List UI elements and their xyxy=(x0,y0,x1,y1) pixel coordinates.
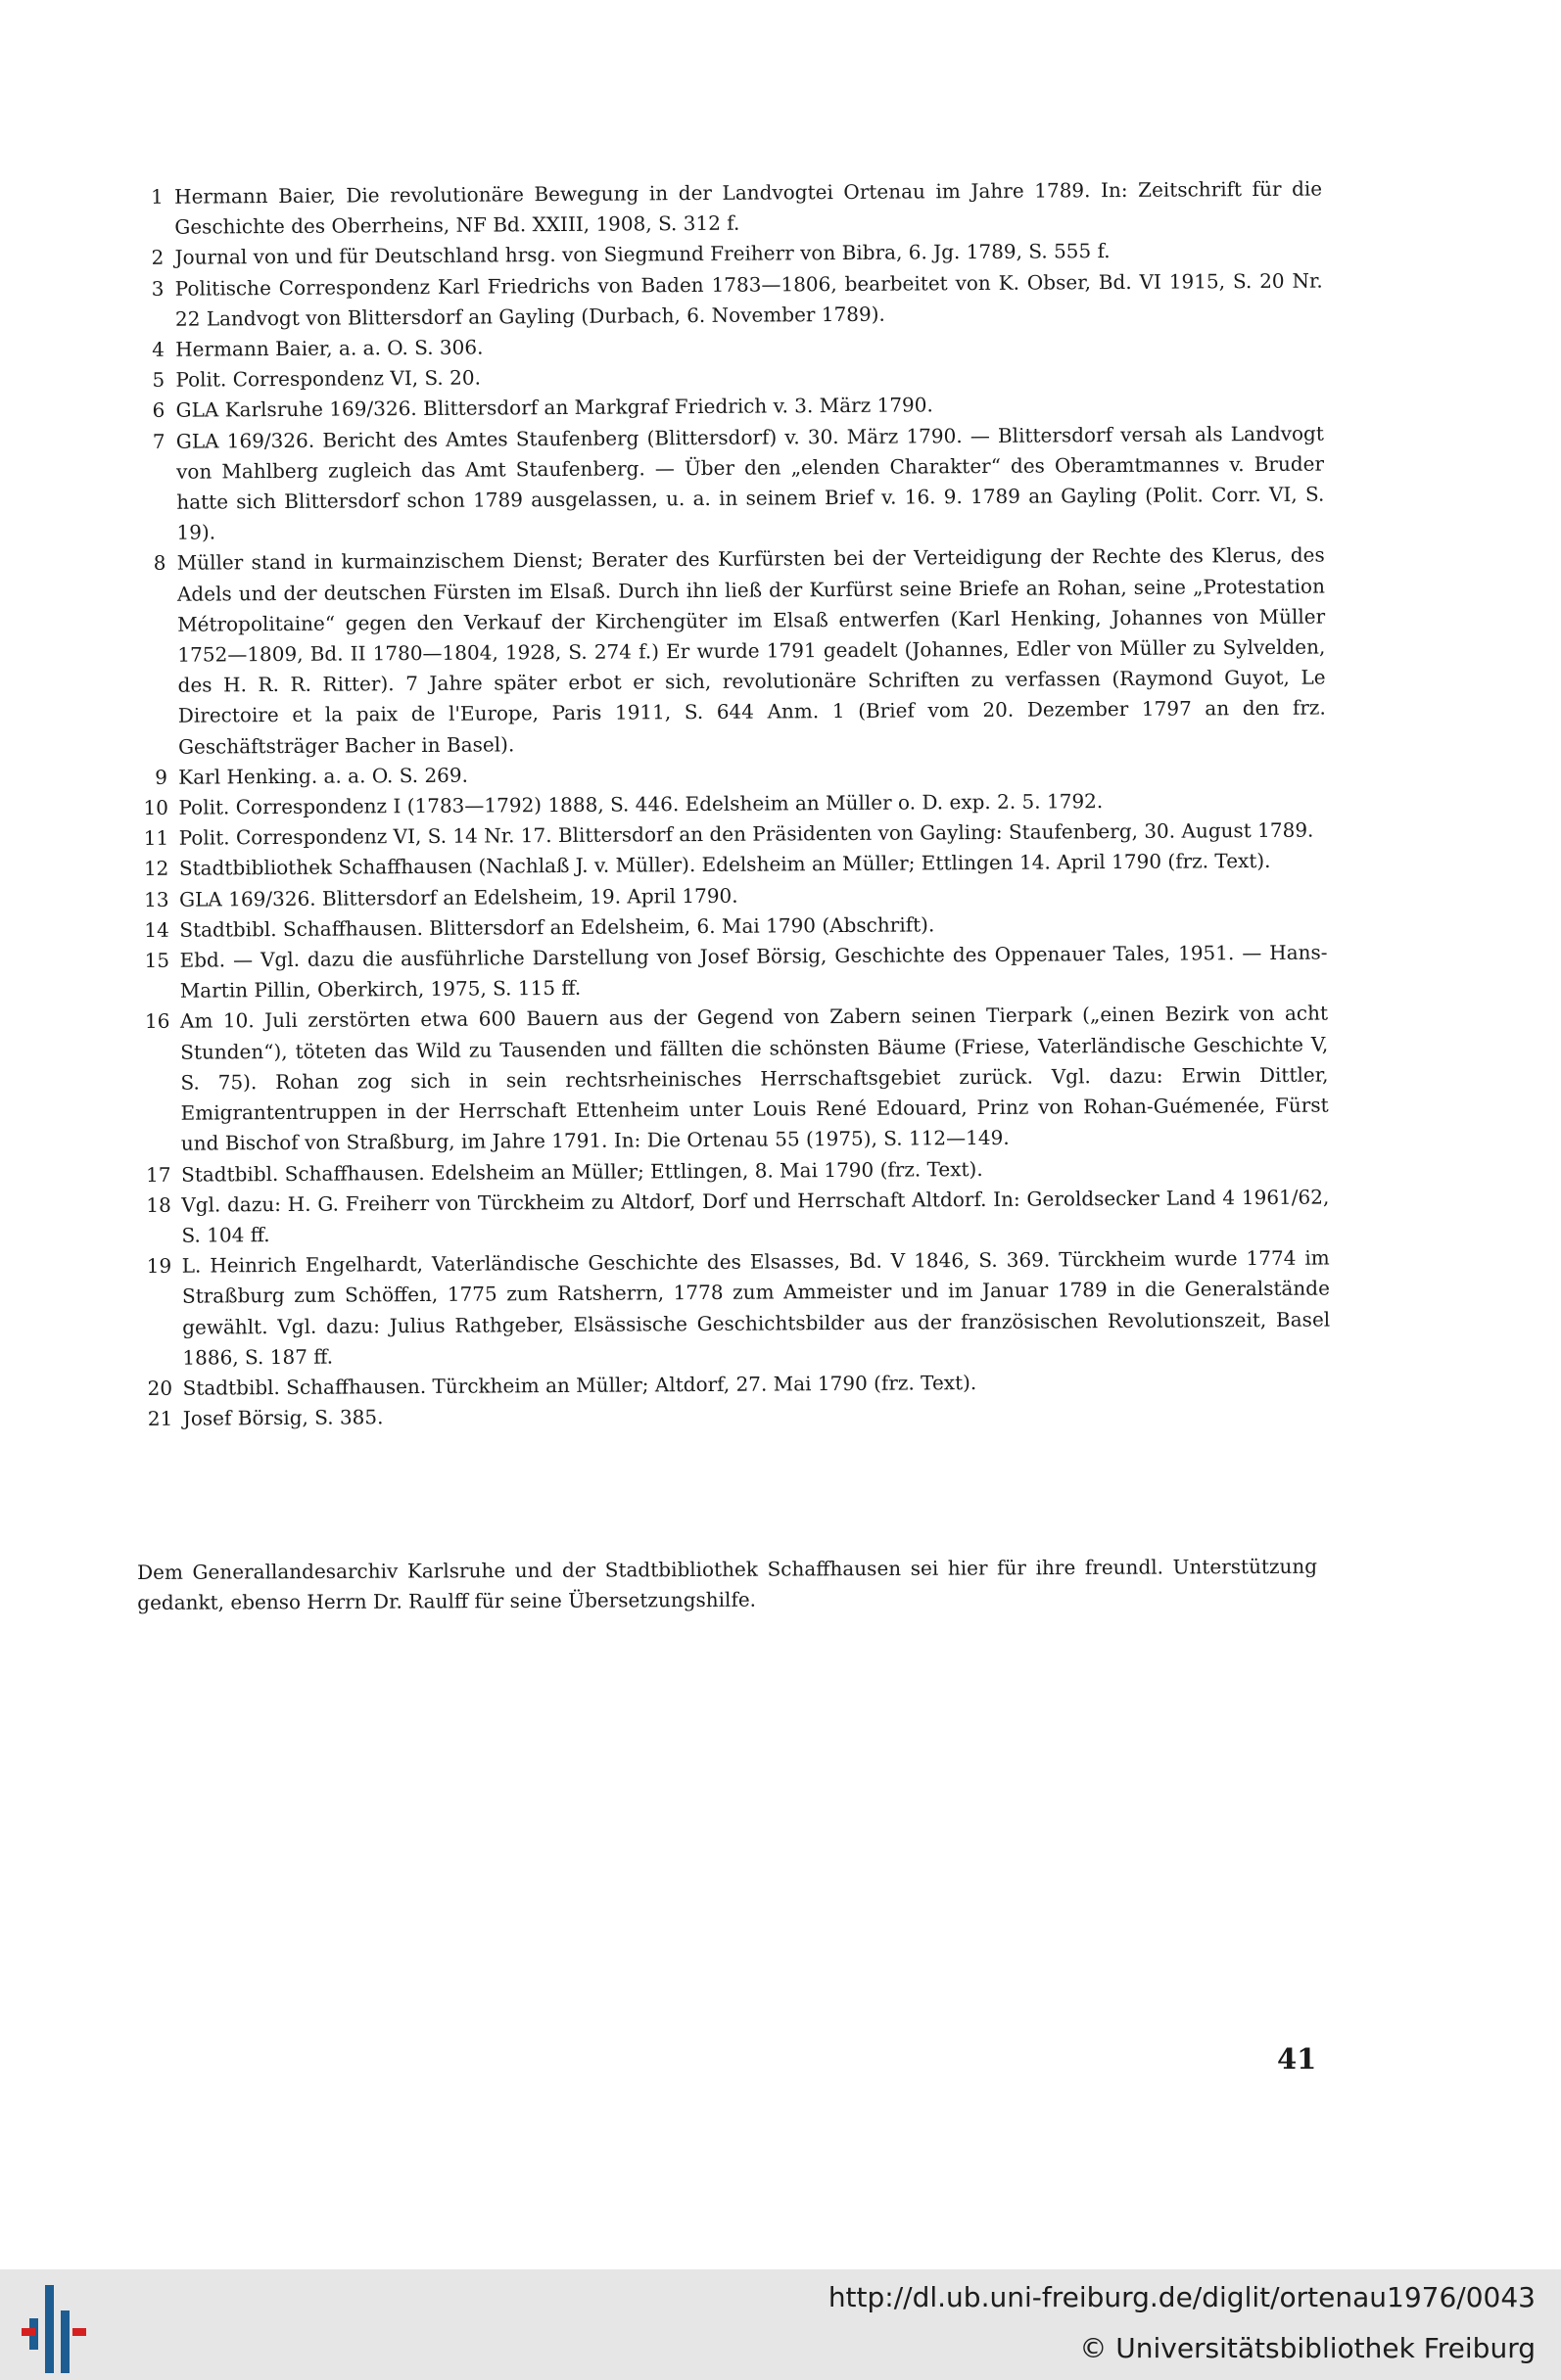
footnote-number: 8 xyxy=(153,551,166,576)
footnote-number: 1 xyxy=(151,184,164,209)
footnote-number: 18 xyxy=(146,1192,171,1217)
footnote-text: Stadtbibl. Schaffhausen. Türckheim an Müller; Altdorf, 27. Mai 1790 (frz. Text). xyxy=(182,1370,977,1400)
footnote xyxy=(142,938,1327,1007)
footnote-number: 14 xyxy=(144,917,169,942)
footnote-text: Hermann Baier, a. a. O. S. 306. xyxy=(175,335,484,361)
footnote-number: 3 xyxy=(151,276,165,301)
acknowledgement: Dem Generallandesarchiv Karlsruhe und der Stadtbibliothek Schaffhausen sei hier für ihre freundl. Unterstützung gedankt, ebenso Herrn Dr. Raulff für seine Übersetzungshilfe. xyxy=(137,1554,1318,1614)
page-number: 41 xyxy=(1277,2042,1317,2076)
footnote-text: Stadtbibl. Schaffhausen. Blittersdorf an Edelsheim, 6. Mai 1790 (Abschrift). xyxy=(179,912,935,942)
footnote-number: 12 xyxy=(143,857,169,881)
footnote-text: Polit. Correspondenz I (1783—1792) 1888, S. 446. Edelsheim an Müller o. D. exp. 2. 5. 1792. xyxy=(178,789,1104,819)
footnote xyxy=(145,1243,1331,1374)
footnote-number: 9 xyxy=(155,765,168,789)
footnote-number: 15 xyxy=(144,948,170,973)
footnote-text: Am 10. Juli zerstörten etwa 600 Bauern aus der Gegend von Zabern seinen Tierpark („einen Bezirk von acht Stunden“), töteten das Wild zu Tausenden und fällten die schönsten Bäume (Friese, Vaterländische Geschichte V, S. 75). Rohan zog sich in sein rechtsrheinisches Herrschaftsgebiet zurück. Vgl. dazu: Erwin Dittler, Emigrantentruppen in der Herrschaft Ettenheim unter Louis René Edouard, Prinz von Rohan-Guémenée, Fürst und Bischof von Straßburg, im Jahre 1791. In: Die Ortenau 55 (1975), S. 112—149. xyxy=(179,1002,1329,1156)
footnote xyxy=(139,418,1325,548)
ub-freiburg-logo-icon xyxy=(22,2285,100,2373)
viewer-footer xyxy=(0,2269,1561,2380)
footnote-number: 17 xyxy=(145,1162,171,1187)
footnote xyxy=(140,540,1326,763)
footnote-text: Karl Henking. a. a. O. S. 269. xyxy=(178,763,469,789)
footnote-number: 19 xyxy=(146,1253,172,1279)
footnote xyxy=(144,1182,1329,1251)
footnote-text: Stadtbibliothek Schaffhausen (Nachlaß J. v. Müller). Edelsheim an Müller; Ettlingen 14. April 1790 (frz. Text). xyxy=(178,849,1271,881)
footnote-text: GLA Karlsruhe 169/326. Blittersdorf an Markgraf Friedrich v. 3. März 1790. xyxy=(175,393,933,423)
footnote-number: 16 xyxy=(144,1009,170,1034)
footnote-text: Journal von und für Deutschland hrsg. von Siegmund Freiherr von Bibra, 6. Jg. 1789, S. 555 f. xyxy=(174,239,1111,270)
footnote-text: Müller stand in kurmainzischem Dienst; Berater des Kurfürsten bei der Verteidigung der Rechte des Klerus, des Adels und der deutschen Fürsten im Elsaß. Durch ihn ließ der Kurfürst seine Briefe an Rohan, seine „Protestation Métropolitaine“ gegen den Verkauf der Kirchengüter im Elsaß entwerfen (Karl Henking, Johannes von Müller 1752—1809, Bd. II 1780—1804, 1928, S. 274 f.) Er wurde 1791 geadelt (Johannes, Edler von Müller zu Sylvelden, des H. R. R. Ritter). 7 Jahre später erbot er sich, revolutionäre Schriften zu verfassen (Raymond Guyot, Le Directoire et la paix de l'Europe, Paris 1911, S. 644 Anm. 1 (Brief vom 20. Dezember 1797 an den frz. Geschäftsträger Bacher in Basel). xyxy=(176,542,1326,759)
footnote-number: 13 xyxy=(144,887,169,911)
footnote-text: Josef Börsig, S. 385. xyxy=(182,1405,384,1430)
footnote xyxy=(143,999,1329,1159)
footnote-text: Polit. Correspondenz VI, S. 14 Nr. 17. Blittersdorf an den Präsidenten von Gayling: Staufenberg, 30. August 1789. xyxy=(178,817,1314,850)
footnote-number: 4 xyxy=(152,337,166,361)
footnote-text: Politische Correspondenz Karl Friedrichs von Baden 1783—1806, bearbeitet von K. Obser, Bd. VI 1915, S. 20 Nr. 22 Landvogt von Blittersdorf an Gayling (Durbach, 6. November 1789). xyxy=(174,268,1323,331)
footnote xyxy=(138,265,1323,335)
footnote-number: 6 xyxy=(152,398,166,423)
footnote-number: 20 xyxy=(147,1376,173,1400)
footnote xyxy=(137,174,1322,244)
footnote-text: Polit. Correspondenz VI, S. 20. xyxy=(175,365,482,392)
footnote-number: 7 xyxy=(152,429,166,453)
footnote-number: 10 xyxy=(143,795,168,820)
footnote-text: Vgl. dazu: H. G. Freiherr von Türckheim zu Altdorf, Dorf und Herrschaft Altdorf. In: Geroldsecker Land 4 1961/62, S. 104 ff. xyxy=(181,1185,1330,1247)
footnote-text: Stadtbibl. Schaffhausen. Edelsheim an Müller; Ettlingen, 8. Mai 1790 (frz. Text). xyxy=(180,1156,983,1187)
footnote-number: 11 xyxy=(143,826,169,851)
footnote-number: 2 xyxy=(151,246,165,270)
permalink-link[interactable]: http://dl.ub.uni-freiburg.de/diglit/ortenau1976/0043 xyxy=(828,2281,1536,2313)
footnote-text: Ebd. — Vgl. dazu die ausführliche Darstellung von Josef Börsig, Geschichte des Oppenauer Tales, 1951. — Hans-Martin Pillin, Oberkirch, 1975, S. 115 ff. xyxy=(179,940,1328,1003)
footnotes xyxy=(137,174,1331,1435)
footnote-text: GLA 169/326. Bericht des Amtes Staufenberg (Blittersdorf) v. 30. März 1790. — Blittersdorf versah als Landvogt von Mahlberg zugleich das Amt Staufenberg. — Über den „elenden Charakter“ des Oberamtmannes v. Bruder hatte sich Blittersdorf schon 1789 ausgelassen, u. a. in seinem Brief v. 16. 9. 1789 an Gayling (Polit. Corr. VI, S. 19). xyxy=(175,421,1325,544)
footnote-number: 5 xyxy=(152,368,166,393)
footnote-number: 21 xyxy=(147,1406,173,1431)
footnote-text: L. Heinrich Engelhardt, Vaterländische Geschichte des Elsasses, Bd. V 1846, S. 369. Türckheim wurde 1774 im Straßburg zum Schöffen, 1775 zum Ratsherrn, 1778 zum Ammeister und im Januar 1789 in die Generalstände gewählt. Vgl. dazu: Julius Rathgeber, Elsässische Geschichtsbilder aus der französischen Revolutionszeit, Basel 1886, S. 187 ff. xyxy=(181,1245,1331,1370)
footnote-text: GLA 169/326. Blittersdorf an Edelsheim, 19. April 1790. xyxy=(179,883,738,911)
copyright-text: © Universitätsbibliothek Freiburg xyxy=(1079,2332,1536,2364)
footnote-text: Hermann Baier, Die revolutionäre Bewegung in der Landvogtei Ortenau im Jahre 1789. In: Zeitschrift für die Geschichte des Oberrheins, NF Bd. XXIII, 1908, S. 312 f. xyxy=(174,176,1323,239)
